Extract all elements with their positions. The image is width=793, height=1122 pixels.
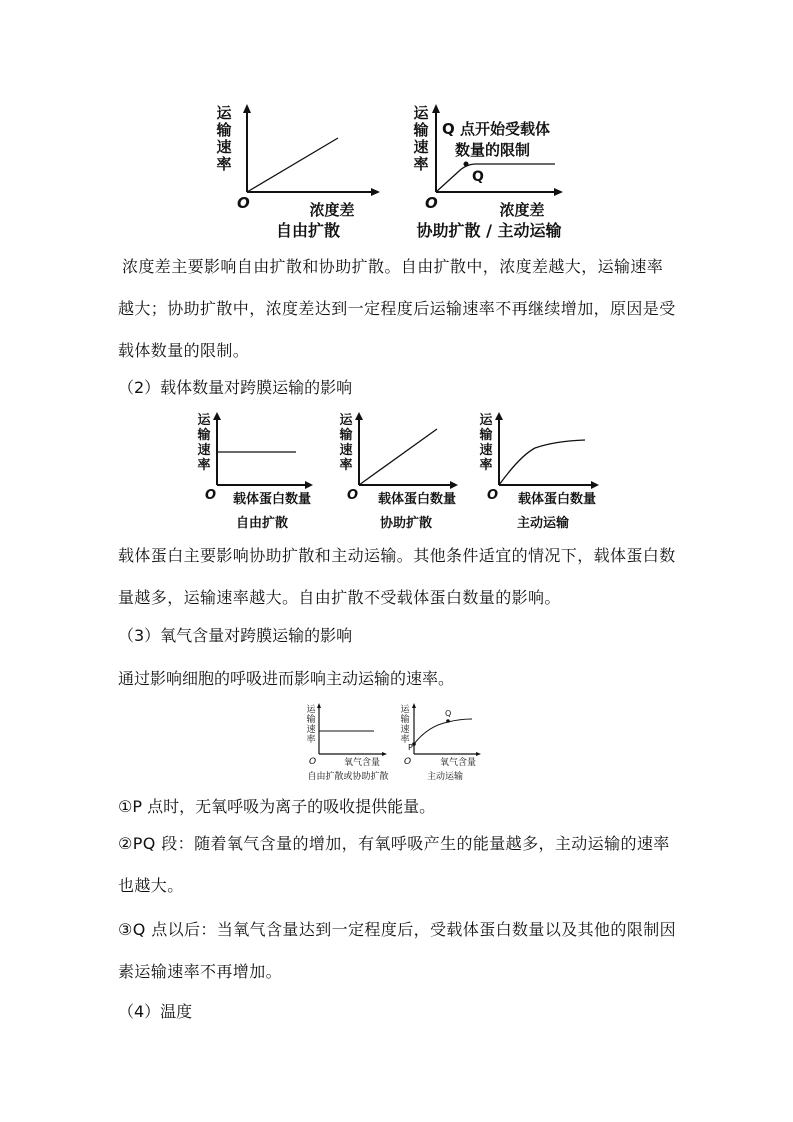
heading-temperature: （4）温度 — [118, 1002, 193, 1021]
y-axis-label-char: 速 — [216, 138, 232, 156]
x-axis-label: 氧气含量 — [343, 758, 381, 768]
chart-active-oxygen — [400, 703, 481, 782]
chart-facilitated-carrier — [338, 412, 458, 531]
figure-carrier-charts — [190, 408, 620, 533]
paragraph-carrier: 载体蛋白主要影响协助扩散和主动运输。其他条件适宜的情况下，载体蛋白数量越多，运输速率越大。自由扩散不受载体蛋白数量的影响。 — [118, 546, 676, 607]
y-axis-label-char: 运 — [413, 104, 429, 122]
y-axis-label-char: 运 — [400, 705, 410, 715]
origin-label: O — [237, 194, 250, 212]
y-axis-label-char: 运 — [216, 104, 232, 122]
y-axis-arrow — [317, 703, 321, 708]
y-axis-label-char: 运 — [306, 705, 316, 715]
x-axis-label: 载体蛋白数量 — [232, 492, 312, 507]
x-axis-arrow — [305, 481, 313, 489]
heading-oxygen: （3）氧气含量对跨膜运输的影响 — [118, 626, 353, 645]
chart-active-carrier — [478, 412, 599, 531]
series-line — [359, 429, 437, 485]
y-axis-arrow — [412, 703, 416, 708]
y-axis-label-char: 输 — [216, 121, 232, 139]
y-axis-label-char: 率 — [479, 458, 493, 473]
y-axis-label-char: 输 — [339, 428, 353, 443]
origin-label: O — [309, 757, 317, 767]
series-line — [414, 719, 472, 744]
x-axis-arrow — [554, 188, 563, 196]
y-axis-label-char: 速 — [197, 443, 211, 458]
y-axis-label-char: 运 — [197, 413, 211, 428]
x-axis-label: 浓度差 — [309, 201, 355, 219]
x-axis-label: 浓度差 — [499, 201, 545, 219]
y-axis-label-char: 速 — [413, 138, 429, 156]
y-axis-arrow — [213, 412, 221, 420]
figure-concentration-charts — [210, 100, 590, 245]
annotation-line2: 数量的限制 — [455, 141, 531, 159]
figure-oxygen-charts — [300, 700, 500, 788]
point-q-marker — [464, 162, 469, 167]
chart-facilitated-active-concentration — [412, 104, 563, 240]
list-item-q-after: ③Q 点以后：当氧气含量达到一定程度后，受载体蛋白数量以及其他的限制因素运输速率不再增加。 — [118, 920, 677, 981]
chart-caption: 主动运输 — [516, 516, 570, 531]
x-axis-arrow — [382, 752, 387, 756]
chart-caption: 自由扩散 — [235, 516, 289, 531]
y-axis-label-char: 率 — [400, 735, 410, 745]
chart-caption: 协助扩散 / 主动运输 — [416, 221, 562, 240]
point-q-marker — [446, 719, 450, 723]
chart-caption: 自由扩散或协助扩散 — [307, 772, 389, 782]
y-axis-label-char: 运 — [479, 413, 493, 428]
x-axis-label: 氧气含量 — [439, 758, 477, 768]
list-item-pq-segment: ②PQ 段：随着氧气含量的增加，有氧呼吸产生的能量越多，主动运输的速率也越大。 — [118, 834, 670, 895]
series-line — [499, 440, 585, 485]
y-axis-label-char: 率 — [339, 458, 353, 473]
y-axis-arrow — [432, 104, 440, 113]
annotation-line1: Q 点开始受载体 — [442, 120, 550, 138]
chart-free-facilitated-oxygen — [306, 703, 388, 782]
chart-caption: 协助扩散 — [379, 516, 433, 531]
y-axis-arrow — [495, 412, 503, 420]
y-axis-label-char: 率 — [306, 735, 316, 745]
list-item-p-point: ①P 点时，无氧呼吸为离子的吸收提供能量。 — [118, 797, 436, 816]
origin-label: O — [425, 194, 438, 212]
y-axis-label-char: 率 — [413, 155, 429, 173]
point-q-label: Q — [445, 709, 452, 718]
y-axis-label-char: 输 — [413, 121, 429, 139]
point-p-label: P — [408, 743, 413, 752]
series-line — [247, 138, 338, 192]
origin-label: O — [205, 488, 217, 503]
y-axis-label-char: 速 — [400, 725, 410, 735]
origin-label: O — [487, 488, 499, 503]
y-axis-label-char: 率 — [197, 458, 211, 473]
x-axis-arrow — [591, 481, 599, 489]
chart-caption: 自由扩散 — [275, 221, 341, 240]
chart-caption: 主动运输 — [426, 772, 464, 782]
x-axis-arrow — [450, 481, 458, 489]
y-axis-label-char: 输 — [479, 428, 493, 443]
intro-oxygen: 通过影响细胞的呼吸进而影响主动运输的速率。 — [118, 669, 455, 688]
point-q-label: Q — [472, 169, 484, 185]
y-axis-label-char: 速 — [479, 443, 493, 458]
heading-carrier-quantity: （2）载体数量对跨膜运输的影响 — [118, 378, 353, 397]
y-axis-arrow — [243, 104, 251, 113]
x-axis-label: 载体蛋白数量 — [377, 492, 457, 507]
x-axis-arrow — [476, 752, 481, 756]
y-axis-label-char: 速 — [339, 443, 353, 458]
chart-free-diffusion-concentration — [215, 104, 380, 240]
y-axis-label-char: 速 — [306, 725, 316, 735]
origin-label: O — [347, 488, 359, 503]
x-axis-label: 载体蛋白数量 — [517, 492, 597, 507]
y-axis-label-char: 输 — [400, 715, 410, 725]
y-axis-label-char: 输 — [197, 428, 211, 443]
paragraph-concentration: 浓度差主要影响自由扩散和协助扩散。自由扩散中，浓度差越大，运输速率越大；协助扩散中，浓度差达到一定程度后运输速率不再继续增加，原因是受载体数量的限制。 — [118, 257, 676, 360]
y-axis-arrow — [355, 412, 363, 420]
y-axis-label-char: 输 — [306, 715, 316, 725]
y-axis-label-char: 运 — [339, 413, 353, 428]
chart-free-diffusion-carrier — [196, 412, 313, 531]
series-line — [436, 164, 555, 192]
x-axis-arrow — [371, 188, 380, 196]
y-axis-label-char: 率 — [216, 155, 232, 173]
origin-label: O — [404, 757, 412, 767]
